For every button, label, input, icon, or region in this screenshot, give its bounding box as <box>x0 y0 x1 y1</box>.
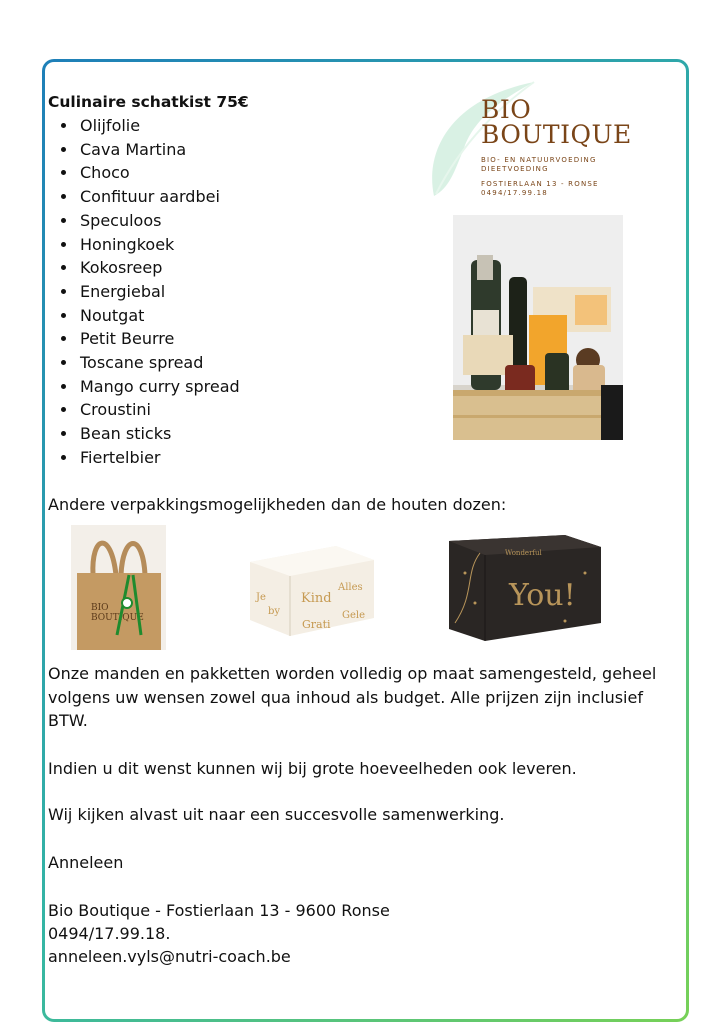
basket-items-list <box>48 114 240 470</box>
packaging-heading: Andere verpakkingsmogelijkheden dan de houten dozen: <box>48 495 507 514</box>
list-item: • Choco <box>78 161 240 185</box>
list-item: • Kokosreep <box>78 256 240 280</box>
list-item: • Toscane spread <box>78 351 240 375</box>
signature-name: Anneleen <box>48 853 124 872</box>
intro-paragraph: Onze manden en pakketten worden volledig op maat samengesteld, geheel volgens uw wensen zowel qua inhoud als budget. Alle prijzen zijn inclusief BTW. <box>48 664 657 730</box>
list-item: • Cava Martina <box>78 138 240 162</box>
list-item: • Croustini <box>78 398 240 422</box>
svg-text:by: by <box>268 606 281 617</box>
contact-email: anneleen.vyls@nutri-coach.be <box>48 947 291 966</box>
box-you-text: You! <box>509 578 576 613</box>
list-item: • Petit Beurre <box>78 327 240 351</box>
list-item: • Noutgat <box>78 304 240 328</box>
list-item: • Bean sticks <box>78 422 240 446</box>
contact-phone: 0494/17.99.18. <box>48 924 171 943</box>
list-item: • Honingkoek <box>78 233 240 257</box>
list-item: • Fiertelbier <box>78 446 240 470</box>
logo-address: FOSTIERLAAN 13 - RONSE 0494/17.99.18 <box>481 180 599 197</box>
logo-tagline: BIO- EN NATUURVOEDING DIEETVOEDING <box>481 156 597 173</box>
delivery-paragraph: Indien u dit wenst kunnen wij bij grote hoeveelheden ook leveren. <box>48 759 577 778</box>
svg-text:Je: Je <box>256 592 266 603</box>
gift-basket-photo <box>453 215 623 440</box>
list-item: • Confituur aardbei <box>78 185 240 209</box>
list-item: • Speculoos <box>78 209 240 233</box>
svg-text:Gele: Gele <box>342 610 366 621</box>
closing-paragraph: Wij kijken alvast uit naar een succesvolle samenwerking. <box>48 805 505 824</box>
svg-text:Alles: Alles <box>338 582 363 593</box>
svg-text:Kind: Kind <box>301 591 332 606</box>
list-item: • Olijfolie <box>78 114 240 138</box>
bag-logo-text: BIO <box>91 603 109 613</box>
svg-text:Wonderful: Wonderful <box>505 549 542 557</box>
list-item: • Energiebal <box>78 280 240 304</box>
svg-text:Grati: Grati <box>302 618 331 631</box>
black-you-box-image <box>445 533 603 643</box>
basket-title: Culinaire schatkist 75€ <box>48 93 249 111</box>
contact-address: Bio Boutique - Fostierlaan 13 - 9600 Ronse <box>48 901 390 920</box>
svg-text:BOUTIQUE: BOUTIQUE <box>91 613 144 623</box>
jute-bag-image <box>71 525 166 650</box>
logo-wordmark: BIO BOUTIQUE <box>481 95 632 149</box>
gold-text-box-image <box>246 540 378 640</box>
list-item: • Mango curry spread <box>78 375 240 399</box>
